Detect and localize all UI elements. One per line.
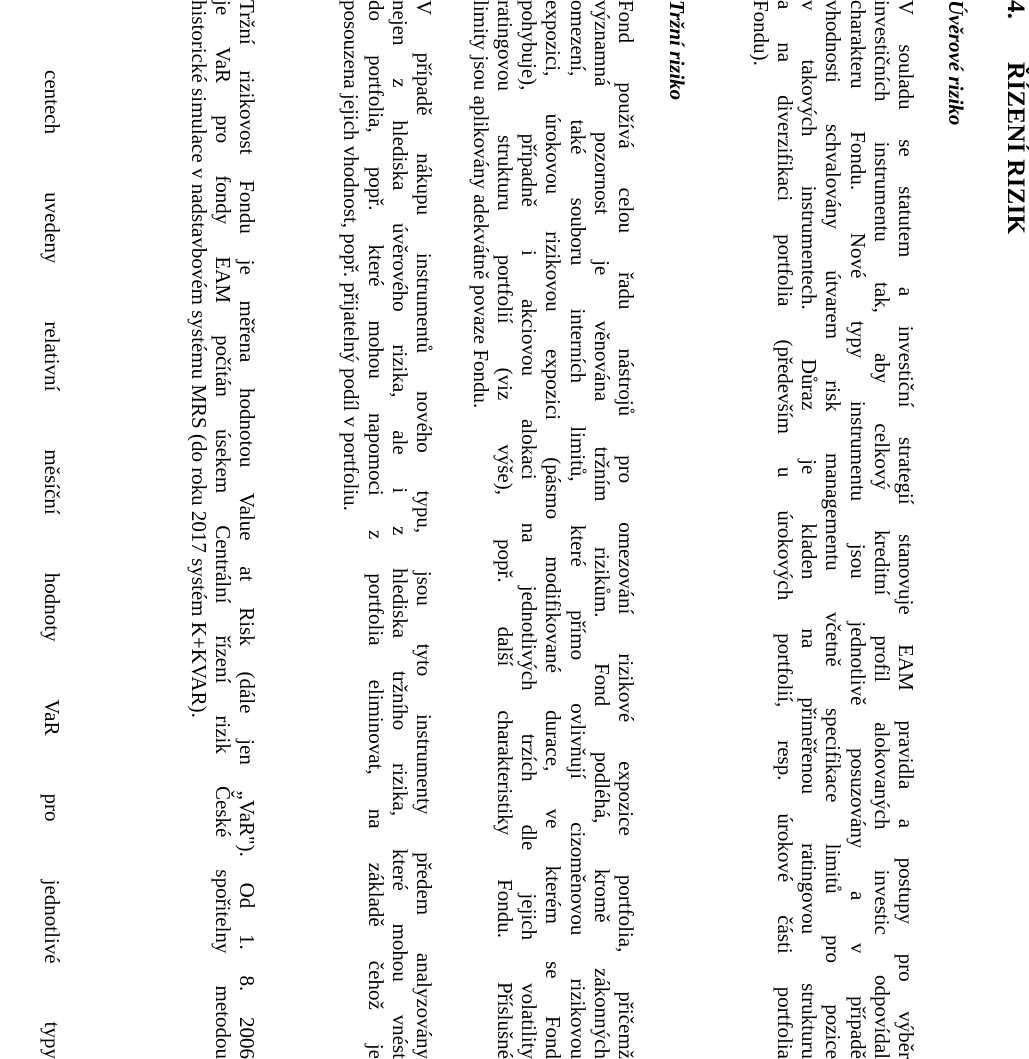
new-instruments-paragraph <box>339 0 436 1059</box>
text-line: a na diverzifikaci portfolia (především u úrokových portfolií, resp. úrokové části portfolia <box>772 0 797 1059</box>
text-line: v takových instrumentech. Důraz je kladen na přiměřenou ratingovou strukturu <box>797 0 822 1059</box>
text-line: do portfolia, popř. které mohou napomoci z portfolia eliminovat, na základě čehož je <box>363 0 388 1059</box>
text-line: charakteru Fondu. Nové typy instrumentu jsou jednotlivě posuzovány a v případě <box>845 0 870 1059</box>
market-risk-paragraph <box>469 0 638 1059</box>
text-line: Tržní rizikovost Fondu je měřena hodnotou Value at Risk (dále jen „VaR"). Od 1. 8. 2006 <box>235 0 259 1059</box>
text-line: je VaR pro fondy EAM počítán úsekem Centrální řízení rizik České spořitelny metodou <box>210 0 235 1059</box>
credit-risk-paragraph <box>749 0 918 1059</box>
text-line: ratingovou strukturu portfolií (viz výše), popř. další charakteristiky Fondu. Příslušné <box>492 0 517 1059</box>
text-line: limity jsou aplikovány adekvátně povaze Fondu. <box>468 0 493 409</box>
text-line: omezení, také souboru interních limitů, které přímo ovlivňují cizoměnovou rizikovou <box>565 0 590 1059</box>
text-line: posouzena jejich vhodnost, popř. přijatelný podíl v portfoliu. <box>339 0 364 511</box>
text-line: vhodnosti schvalovány útvarem risk managementu včetně specifikace limitů pro pozice <box>821 0 846 1059</box>
section-number: 4. <box>1002 0 1029 20</box>
section-title: ŘÍZENÍ RIZIK <box>1002 62 1029 235</box>
continuation-paragraph <box>40 0 64 1059</box>
market-risk-subheading: Tržní riziko <box>665 0 689 101</box>
text-line: V případě nákupu instrumentů nového typu, jsou tyto instrumenty předem analyzovány <box>412 0 436 1059</box>
text-line: nejen z hlediska úvěrového rizika, ale i z hlediska tržního rizika, které mohou vnést <box>387 0 412 1059</box>
text-line: Fond používá celou řadu nástrojů pro omezování rizikové expozice portfolia, přičemž <box>614 0 638 1059</box>
text-line: historické simulace v nadstavbovém systému MRS (do roku 2017 systém K+KVAR). <box>186 0 211 718</box>
text-line: významná pozornost je věnována tržním rizikům. Fond podléhá, kromě zákonných <box>589 0 614 1059</box>
section-heading <box>1001 0 1029 234</box>
text-line: V souladu se statutem a investiční strategií stanovuje EAM pravidla a postupy pro výběr <box>894 0 918 1059</box>
text-line: investičních instrumentu tak, aby celkový kreditní profil alokovaných investic odpovídal <box>869 0 894 1059</box>
text-line: expozici, úrokovou rizikovou expozici (pásmo modifikované durace, ve kterém se Fond <box>541 0 566 1059</box>
text-line: Fondu). <box>748 0 773 66</box>
text-line: centech uvedeny relativní měsíční hodnoty VaR pro jednotlivé typy <box>40 70 64 1059</box>
var-paragraph <box>186 0 259 1059</box>
text-line: pohybuje), případně i akciovou alokaci na jednotlivých trzích dle jejich volatility <box>517 0 542 1059</box>
credit-risk-subheading: Úvěrové riziko <box>944 0 968 126</box>
